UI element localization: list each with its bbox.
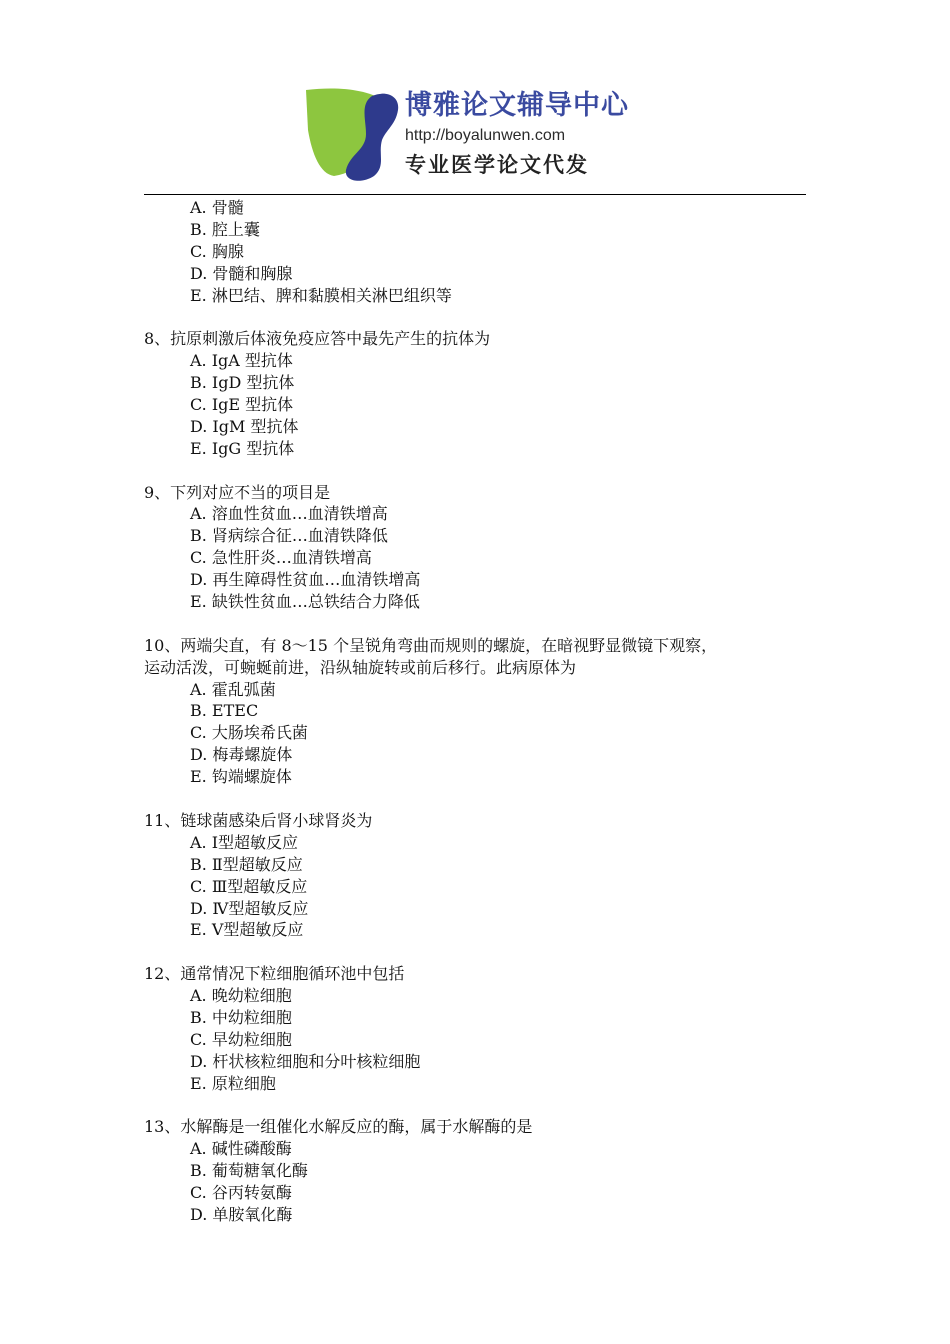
option: D. 梅毒螺旋体 bbox=[190, 745, 293, 765]
option: D. 杆状核粒细胞和分叶核粒细胞 bbox=[190, 1051, 421, 1071]
option: C. 谷丙转氨酶 bbox=[190, 1183, 292, 1203]
option: D. 骨髓和胸腺 bbox=[190, 263, 293, 283]
option: D. 单胺氧化酶 bbox=[190, 1204, 293, 1224]
option: C. 胸腺 bbox=[190, 241, 244, 261]
option: E. 淋巴结、脾和黏膜相关淋巴组织等 bbox=[190, 285, 452, 305]
option: E. IgG 型抗体 bbox=[190, 438, 295, 458]
option: C. 急性肝炎…血清铁增高 bbox=[190, 548, 372, 568]
header-divider bbox=[144, 194, 806, 195]
logo-icon bbox=[300, 84, 405, 184]
question-stem: 10、两端尖直，有 8～15 个呈锐角弯曲而规则的螺旋，在暗视野显微镜下观察， bbox=[144, 635, 718, 655]
option: D. Ⅳ型超敏反应 bbox=[190, 898, 309, 918]
option: A. 霍乱弧菌 bbox=[190, 679, 276, 699]
option: B. Ⅱ型超敏反应 bbox=[190, 854, 303, 874]
question-stem: 11、链球菌感染后肾小球肾炎为 bbox=[144, 810, 373, 830]
option: C. Ⅲ型超敏反应 bbox=[190, 876, 308, 896]
option: D. 再生障碍性贫血…血清铁增高 bbox=[190, 570, 421, 590]
option: B. IgD 型抗体 bbox=[190, 373, 295, 393]
logo-title: 博雅论文辅导中心 bbox=[405, 90, 629, 121]
question-list bbox=[144, 197, 814, 1226]
option: A. 碱性磷酸酶 bbox=[190, 1139, 292, 1159]
option: A. 骨髓 bbox=[190, 198, 244, 217]
question-stem: 8、抗原刺激后体液免疫应答中最先产生的抗体为 bbox=[144, 329, 491, 349]
option: B. 中幼粒细胞 bbox=[190, 1007, 292, 1027]
option: E. 原粒细胞 bbox=[190, 1073, 276, 1093]
option: C. 大肠埃希氏菌 bbox=[190, 723, 308, 743]
question-stem: 12、通常情况下粒细胞循环池中包括 bbox=[144, 964, 405, 984]
option: A. IgA 型抗体 bbox=[190, 351, 293, 371]
option: C. IgE 型抗体 bbox=[190, 395, 294, 415]
option: B. ETEC bbox=[190, 701, 259, 721]
option: B. 葡萄糖氧化酶 bbox=[190, 1161, 308, 1181]
option: C. 早幼粒细胞 bbox=[190, 1029, 292, 1049]
question-stem: 13、水解酶是一组催化水解反应的酶，属于水解酶的是 bbox=[144, 1117, 533, 1137]
option: E. 钩端螺旋体 bbox=[190, 767, 292, 787]
option: A. 溶血性贫血…血清铁增高 bbox=[190, 504, 388, 524]
logo-url: http://boyalunwen.com bbox=[405, 127, 566, 144]
logo-slogan: 专业医学论文代发 bbox=[405, 153, 589, 177]
option: D. IgM 型抗体 bbox=[190, 416, 299, 436]
option: B. 肾病综合征…血清铁降低 bbox=[190, 526, 388, 546]
question-stem-continued: 运动活泼，可蜿蜒前进，沿纵轴旋转或前后移行。此病原体为 bbox=[144, 657, 577, 677]
header-logo bbox=[300, 84, 660, 184]
option: B. 腔上囊 bbox=[190, 219, 260, 239]
option: A. 晚幼粒细胞 bbox=[190, 986, 292, 1006]
option: E. 缺铁性贫血…总铁结合力降低 bbox=[190, 592, 420, 612]
option: A. Ⅰ型超敏反应 bbox=[190, 832, 299, 852]
option: E. Ⅴ型超敏反应 bbox=[190, 920, 304, 940]
question-stem: 9、下列对应不当的项目是 bbox=[144, 482, 331, 502]
